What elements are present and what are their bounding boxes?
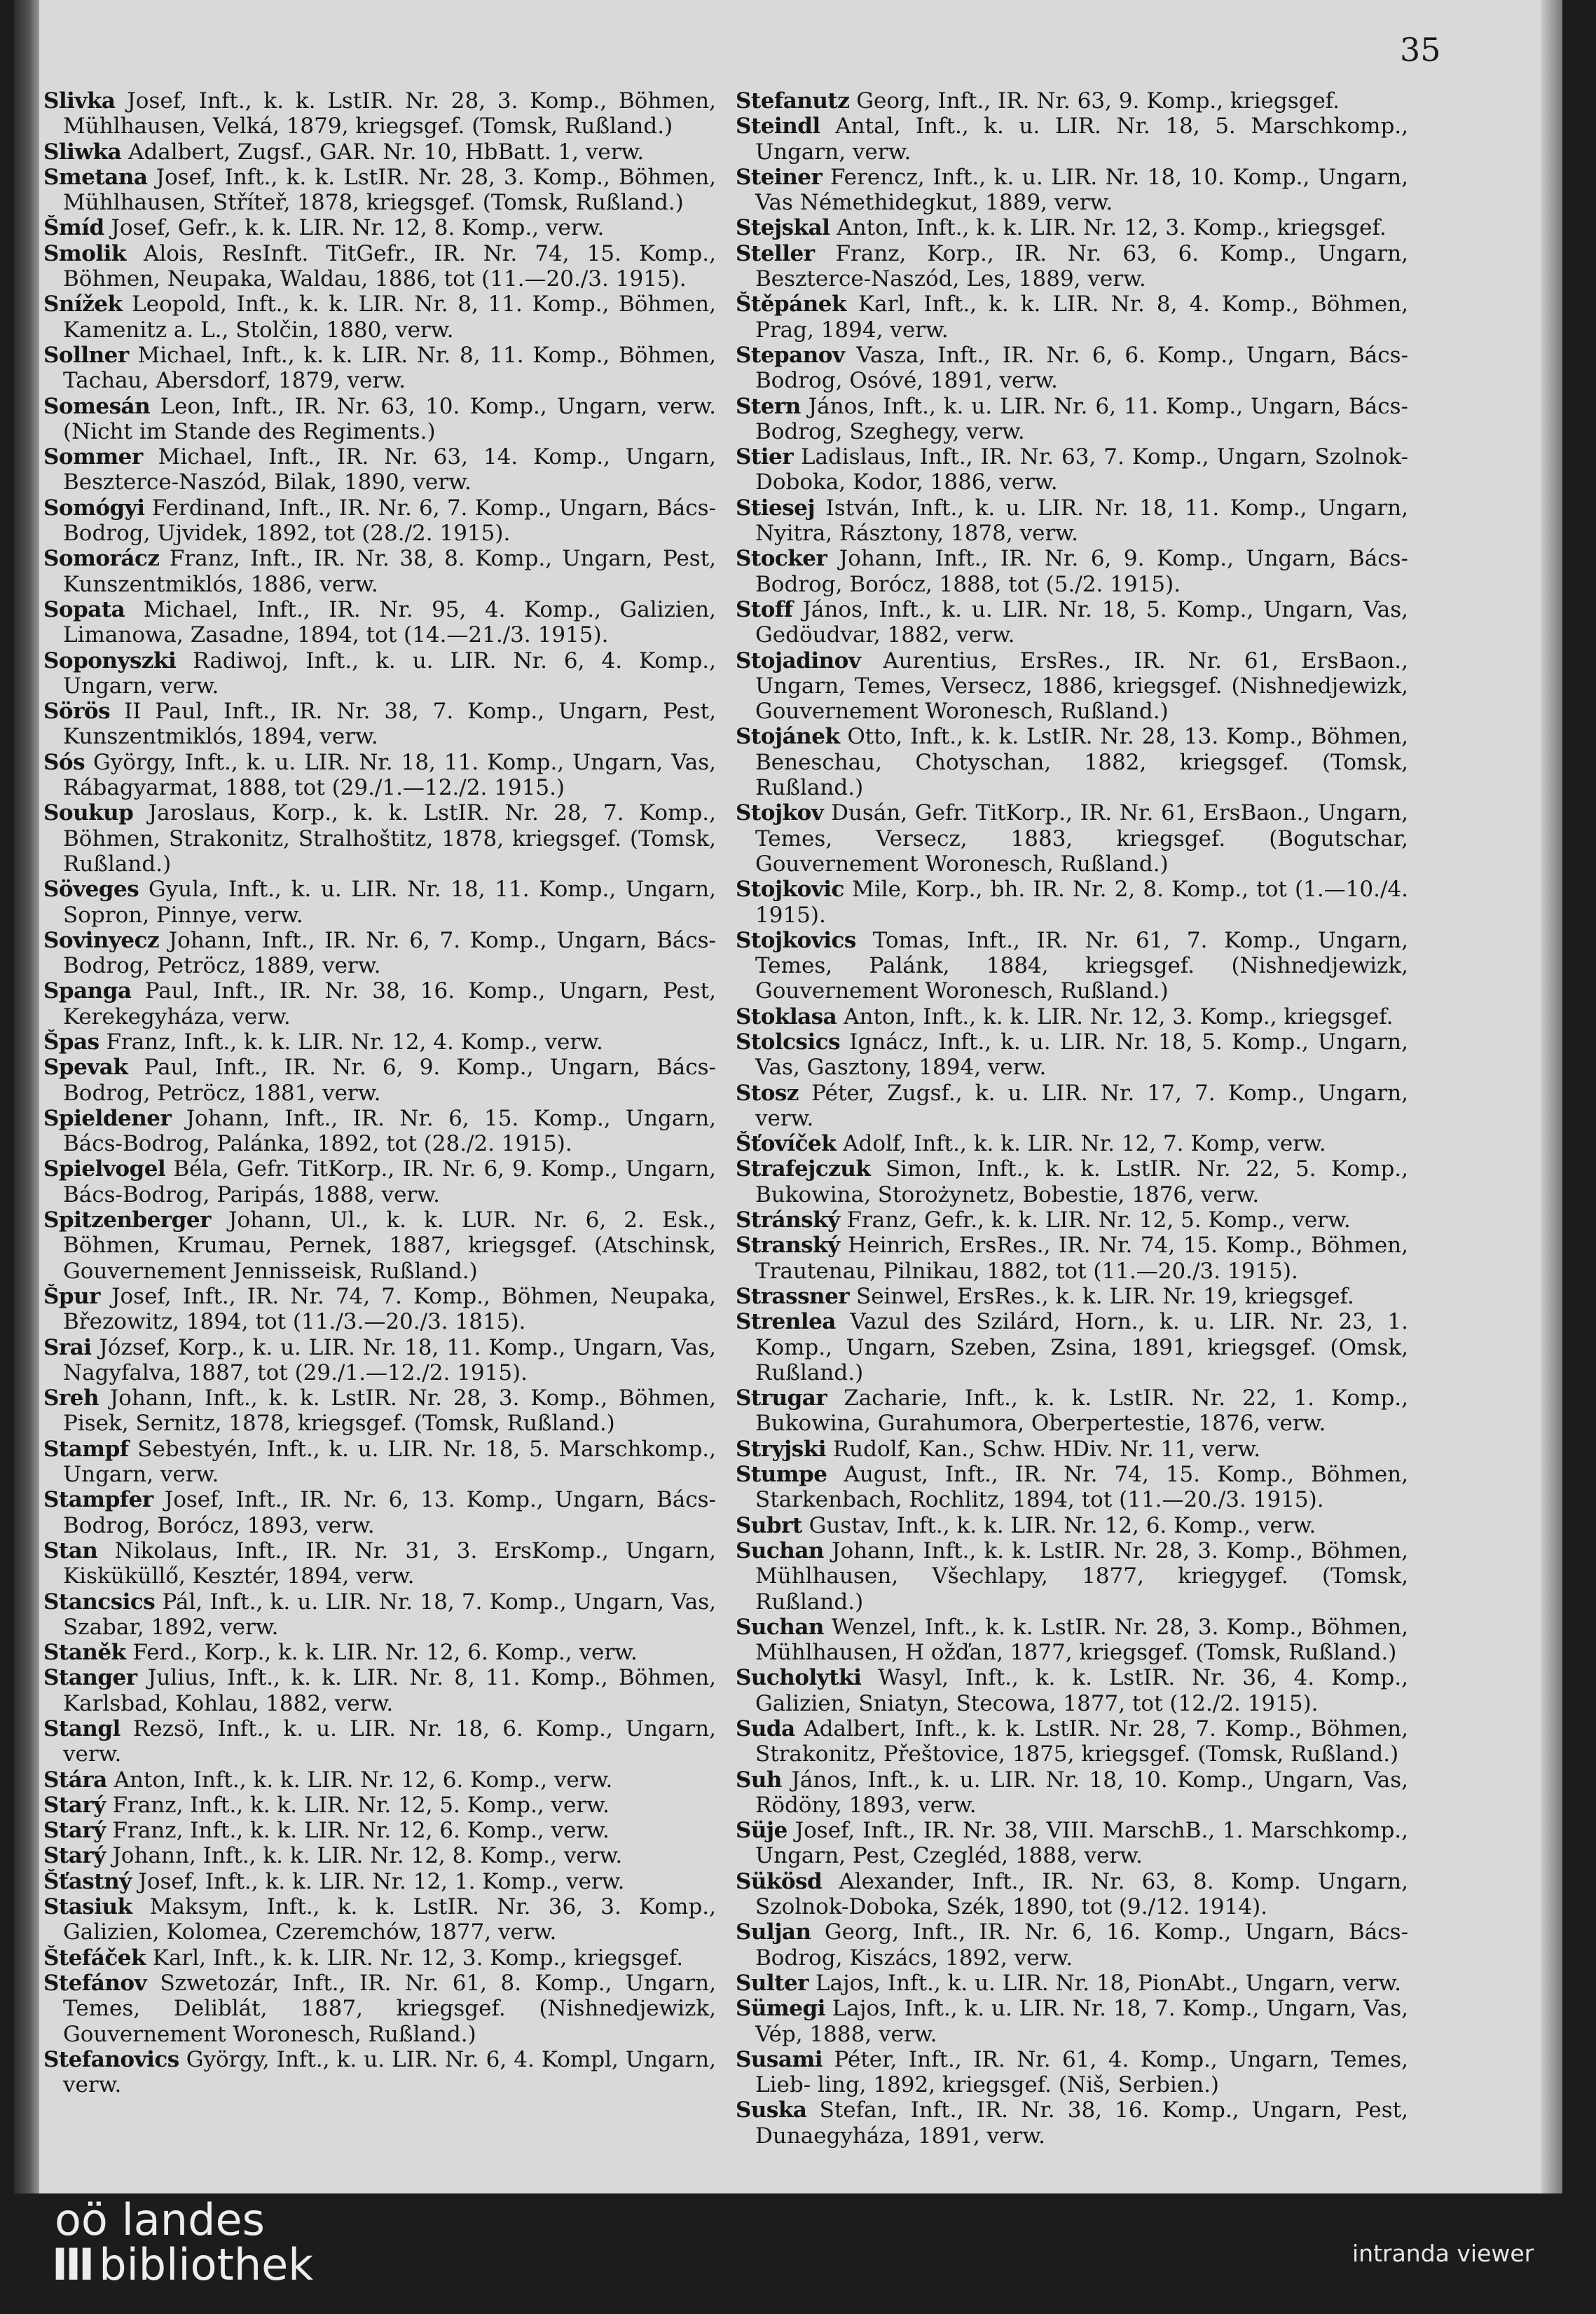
entry-details: Radiwoj, Inft., k. u. LIR. Nr. 6, 4. Komp., Ungarn, verw. — [63, 648, 716, 699]
entry-details: Rudolf, Kan., Schw. HDiv. Nr. 11, verw. — [825, 1436, 1261, 1462]
entry-surname: Stránský — [736, 1207, 840, 1233]
list-item — [736, 1029, 1408, 1081]
entry-details: August, Inft., IR. Nr. 74, 15. Komp., Böhmen, Starkenbach, Rochlitz, 1894, tot (11.—20./3. 1915). — [755, 1462, 1408, 1513]
list-item — [736, 1081, 1408, 1132]
list-item — [43, 1716, 716, 1767]
entry-details: Mile, Korp., bh. IR. Nr. 2, 8. Komp., tot (1.—10./4. 1915). — [755, 877, 1408, 928]
list-item — [43, 1437, 716, 1488]
entry-surname: Sucholytki — [736, 1665, 862, 1691]
list-item — [736, 1437, 1408, 1462]
entry-surname: Stryjski — [736, 1436, 826, 1462]
book-spine — [14, 0, 39, 2193]
entry-surname: Šťastný — [43, 1868, 132, 1894]
entry-surname: Stojadinov — [736, 648, 861, 673]
list-item — [736, 1919, 1408, 1971]
entry-details: János, Inft., k. u. LIR. Nr. 18, 10. Komp., Ungarn, Vas, Rödöny, 1893, verw. — [755, 1767, 1408, 1818]
list-item — [736, 88, 1408, 114]
list-item — [736, 165, 1408, 216]
entry-surname: Stojkovics — [736, 927, 856, 953]
list-item — [736, 394, 1408, 445]
entry-details: Pál, Inft., k. u. LIR. Nr. 18, 7. Komp., Ungarn, Vas, Szabar, 1892, verw. — [63, 1589, 716, 1640]
entry-details: Michael, Inft., IR. Nr. 95, 4. Komp., Galizien, Limanowa, Zasadne, 1894, tot (14.—21./3. 1915). — [63, 596, 716, 648]
entry-surname: Stolcsics — [736, 1029, 841, 1055]
entry-surname: Smolik — [43, 240, 126, 266]
entry-details: Péter, Zugsf., k. u. LIR. Nr. 17, 7. Komp., Ungarn, verw. — [755, 1080, 1408, 1131]
entry-details: Franz, Inft., IR. Nr. 38, 8. Komp., Ungarn, Pest, Kunszentmiklós, 1886, verw. — [63, 546, 716, 597]
list-item — [736, 114, 1408, 165]
list-item — [736, 1996, 1408, 2047]
list-item — [43, 2047, 716, 2098]
entry-details: Adolf, Inft., k. k. LIR. Nr. 12, 7. Komp, verw. — [836, 1131, 1326, 1157]
entry-details: Vasza, Inft., IR. Nr. 6, 6. Komp., Ungarn, Bács-Bodrog, Osóvé, 1891, verw. — [755, 342, 1408, 394]
list-item — [43, 215, 716, 240]
entry-details: Josef, Inft., k. k. LIR. Nr. 12, 1. Komp., verw. — [131, 1868, 625, 1894]
entry-details: György, Inft., k. u. LIR. Nr. 6, 4. Kompl, Ungarn, verw. — [63, 2046, 716, 2098]
list-item — [43, 292, 716, 343]
list-item — [736, 1818, 1408, 1869]
entry-surname: Sükösd — [736, 1868, 823, 1894]
entry-surname: Srai — [43, 1334, 92, 1360]
right-column — [736, 88, 1408, 2149]
list-item — [43, 928, 716, 979]
entry-details: János, Inft., k. u. LIR. Nr. 18, 5. Komp., Ungarn, Vas, Gedöudvar, 1882, verw. — [755, 596, 1408, 648]
list-item — [736, 877, 1408, 928]
entry-surname: Staněk — [43, 1640, 126, 1666]
list-item — [43, 139, 716, 165]
entry-surname: Susami — [736, 2046, 823, 2072]
entry-details: Wenzel, Inft., k. k. LstIR. Nr. 28, 3. Komp., Böhmen, Mühlhausen, H ožďan, 1877, kriegsgef. (Tomsk, Rußland.) — [755, 1614, 1408, 1666]
entry-surname: Šmíd — [43, 215, 104, 241]
entry-surname: Somorácz — [43, 546, 160, 572]
entry-surname: Stepanov — [736, 342, 845, 368]
page-number: 35 — [1400, 31, 1441, 69]
entry-details: István, Inft., k. u. LIR. Nr. 18, 11. Komp., Ungarn, Nyitra, Rásztony, 1878, verw. — [755, 495, 1408, 547]
entry-details: Anton, Inft., k. k. LIR. Nr. 12, 3. Komp., kriegsgef. — [830, 215, 1387, 241]
entry-surname: Steindl — [736, 114, 820, 139]
entry-details: Alexander, Inft., IR. Nr. 63, 8. Komp. Ungarn, Szolnok-Doboka, Szék, 1890, tot (9./12. 1914). — [755, 1868, 1408, 1920]
entry-surname: Sreh — [43, 1385, 99, 1411]
entry-details: Johann, Inft., IR. Nr. 6, 15. Komp., Ungarn, Bács-Bodrog, Palánka, 1892, tot (28./2. 1915). — [63, 1105, 716, 1157]
entry-surname: Suchan — [736, 1614, 824, 1640]
list-item — [43, 1971, 716, 2047]
list-item — [43, 394, 716, 445]
logo-line-2 — [52, 2239, 314, 2290]
list-item — [736, 1309, 1408, 1385]
entry-details: Adalbert, Inft., k. k. LstIR. Nr. 28, 7. Komp., Böhmen, Strakonitz, Přeštovice, 1875, kriegsgef. (Tomsk, Rußland.) — [755, 1716, 1408, 1767]
list-item — [43, 88, 716, 139]
entry-surname: Sliwka — [43, 139, 122, 165]
entry-details: Franz, Inft., k. k. LIR. Nr. 12, 4. Komp., verw. — [99, 1029, 603, 1055]
entry-surname: Somógyi — [43, 495, 145, 521]
entry-details: Ignácz, Inft., k. u. LIR. Nr. 18, 5. Komp., Ungarn, Vas, Gasztony, 1894, verw. — [755, 1029, 1408, 1081]
list-item — [43, 1640, 716, 1665]
entry-details: II Paul, Inft., IR. Nr. 38, 7. Komp., Ungarn, Pest, Kunszentmiklós, 1894, verw. — [63, 699, 716, 750]
entry-details: Rezsö, Inft., k. u. LIR. Nr. 18, 6. Komp., Ungarn, verw. — [63, 1716, 716, 1767]
list-item — [43, 1385, 716, 1437]
list-item — [43, 597, 716, 648]
list-item — [736, 1767, 1408, 1819]
entry-details: Béla, Gefr. TitKorp., IR. Nr. 6, 9. Komp., Ungarn, Bács-Bodrog, Paripás, 1888, verw. — [63, 1156, 716, 1207]
list-item — [43, 1207, 716, 1284]
entry-details: Josef, Inft., IR. Nr. 6, 13. Komp., Ungarn, Bács-Bodrog, Borócz, 1893, verw. — [63, 1487, 716, 1538]
entry-surname: Stasiuk — [43, 1894, 132, 1920]
list-item — [43, 241, 716, 292]
entry-surname: Spieldener — [43, 1105, 172, 1131]
entry-surname: Štěpánek — [736, 292, 846, 317]
logo-line-1: oö landes — [55, 2194, 265, 2245]
entry-details: Johann, Inft., IR. Nr. 6, 7. Komp., Ungarn, Bács-Bodrog, Petröcz, 1889, verw. — [63, 927, 716, 979]
logo-line-2-text: bibliothek — [99, 2239, 314, 2290]
entry-details: Vazul des Szilárd, Horn., k. u. LIR. Nr. 23, 1. Komp., Ungarn, Szeben, Zsina, 1891, kriegsgef. (Omsk, Rußland.) — [755, 1309, 1408, 1385]
entry-details: Georg, Inft., IR. Nr. 6, 16. Komp., Ungarn, Bács-Bodrog, Kiszács, 1892, verw. — [755, 1919, 1408, 1971]
entry-surname: Süje — [736, 1818, 787, 1844]
list-item — [43, 1156, 716, 1207]
entry-surname: Stoklasa — [736, 1004, 837, 1029]
list-item — [736, 1716, 1408, 1767]
entry-surname: Spanga — [43, 978, 132, 1004]
list-item — [43, 1665, 716, 1716]
entry-details: Nikolaus, Inft., IR. Nr. 31, 3. ErsKomp., Ungarn, Kisküküllő, Kesztér, 1894, verw. — [63, 1538, 716, 1589]
entry-details: Paul, Inft., IR. Nr. 6, 9. Komp., Ungarn, Bács-Bodrog, Petröcz, 1881, verw. — [63, 1055, 716, 1106]
entry-details: Lajos, Inft., k. u. LIR. Nr. 18, PionAbt., Ungarn, verw. — [809, 1970, 1401, 1996]
entry-surname: Sulter — [736, 1970, 809, 1996]
entry-surname: Strugar — [736, 1385, 827, 1411]
list-item — [736, 928, 1408, 1004]
entry-details: Ferdinand, Inft., IR. Nr. 6, 7. Komp., Ungarn, Bács-Bodrog, Ujvidek, 1892, tot (28./2. 1915). — [63, 495, 716, 547]
entry-surname: Spitzenberger — [43, 1207, 211, 1233]
logo-bars-icon: III — [52, 2239, 92, 2290]
entry-details: Péter, Inft., IR. Nr. 61, 4. Komp., Ungarn, Temes, Lieb- ling, 1892, kriegsgef. (Niš, Serbien.) — [755, 2046, 1408, 2098]
entry-details: Adalbert, Zugsf., GAR. Nr. 10, HbBatt. 1, verw. — [121, 139, 645, 165]
list-item — [43, 495, 716, 547]
entry-surname: Stampfer — [43, 1487, 153, 1513]
list-item — [736, 1284, 1408, 1309]
list-item — [736, 546, 1408, 597]
entry-surname: Sós — [43, 749, 85, 775]
list-item — [736, 1615, 1408, 1666]
entry-details: Franz, Inft., k. k. LIR. Nr. 12, 6. Komp., verw. — [105, 1818, 610, 1844]
list-item — [736, 1004, 1408, 1029]
entry-details: Michael, Inft., k. k. LIR. Nr. 8, 11. Komp., Böhmen, Tachau, Abersdorf, 1879, verw. — [63, 342, 716, 394]
entry-surname: Stojánek — [736, 724, 840, 750]
entry-surname: Štefáček — [43, 1945, 146, 1971]
list-item — [736, 1156, 1408, 1207]
list-item — [736, 1971, 1408, 1996]
entry-surname: Stumpe — [736, 1462, 827, 1488]
entry-details: Karl, Inft., k. k. LIR. Nr. 12, 3. Komp., kriegsgef. — [145, 1945, 684, 1971]
entry-surname: Stosz — [736, 1080, 799, 1106]
entry-details: Tomas, Inft., IR. Nr. 61, 7. Komp., Ungarn, Temes, Palánk, 1884, kriegsgef. (Nishnedjewizk, Gouvernement Woronesch, Rußland.) — [755, 927, 1408, 1004]
entry-surname: Snížek — [43, 292, 123, 317]
list-item — [43, 699, 716, 750]
entry-surname: Stocker — [736, 546, 827, 572]
entry-surname: Soukup — [43, 800, 134, 826]
entry-details: Antal, Inft., k. u. LIR. Nr. 18, 5. Marschkomp., Ungarn, verw. — [755, 114, 1408, 165]
entry-details: Otto, Inft., k. k. LstIR. Nr. 28, 13. Komp., Böhmen, Beneschau, Chotyschan, 1882, kriegsgef. (Tomsk, Rußland.) — [755, 724, 1408, 801]
entry-details: Anton, Inft., k. k. LIR. Nr. 12, 6. Komp., verw. — [106, 1767, 613, 1793]
entry-surname: Sovinyecz — [43, 927, 160, 953]
document-page — [14, 0, 1562, 2193]
entry-surname: Suh — [736, 1767, 782, 1793]
list-item — [43, 1589, 716, 1641]
list-item — [43, 1284, 716, 1335]
left-column — [43, 88, 716, 2097]
entry-surname: Stojkov — [736, 800, 824, 826]
entry-details: Leopold, Inft., k. k. LIR. Nr. 8, 11. Komp., Böhmen, Kamenitz a. L., Stolčin, 1880, verw. — [63, 292, 716, 343]
list-item — [43, 1538, 716, 1589]
entry-surname: Steller — [736, 240, 815, 266]
entry-surname: Stefanovics — [43, 2046, 179, 2072]
entry-surname: Stoff — [736, 596, 793, 622]
list-item — [736, 1207, 1408, 1233]
list-item — [736, 241, 1408, 292]
entry-surname: Stampf — [43, 1436, 129, 1462]
entry-surname: Spevak — [43, 1055, 128, 1081]
entry-details: Heinrich, ErsRes., IR. Nr. 74, 15. Komp., Böhmen, Trautenau, Pilnikau, 1882, tot (11.—20./3. 1915). — [755, 1233, 1408, 1284]
entry-details: Franz, Inft., k. k. LIR. Nr. 12, 5. Komp., verw. — [105, 1792, 610, 1818]
list-item — [736, 2047, 1408, 2098]
list-item — [736, 343, 1408, 394]
entry-details: Jaroslaus, Korp., k. k. LstIR. Nr. 28, 7. Komp., Böhmen, Strakonitz, Stralhoštitz, 1878, kriegsgef. (Tomsk, Rußland.) — [63, 800, 716, 877]
entry-surname: Stefánov — [43, 1970, 147, 1996]
entry-surname: Somesán — [43, 393, 151, 419]
entry-details: János, Inft., k. u. LIR. Nr. 6, 11. Komp., Ungarn, Bács-Bodrog, Szeghegy, verw. — [755, 393, 1408, 444]
entry-surname: Stefanutz — [736, 88, 850, 114]
entry-surname: Stiesej — [736, 495, 816, 521]
list-item — [736, 1233, 1408, 1284]
entry-details: Karl, Inft., k. k. LIR. Nr. 8, 4. Komp., Böhmen, Prag, 1894, verw. — [755, 292, 1408, 343]
entry-surname: Suljan — [736, 1919, 811, 1945]
entry-details: Szwetozár, Inft., IR. Nr. 61, 8. Komp., Ungarn, Temes, Deliblát, 1887, kriegsgef. (Nishnedjewizk, Gouvernement Woronesch, Rußland.) — [63, 1970, 716, 2047]
entry-details: Josef, Inft., k. k. LstIR. Nr. 28, 3. Komp., Böhmen, Mühlhausen, Stříteř, 1878, kriegsgef. (Tomsk, Rußland.) — [63, 164, 716, 216]
entry-surname: Stern — [736, 393, 801, 419]
entry-surname: Stancsics — [43, 1589, 156, 1615]
list-item — [736, 495, 1408, 547]
entry-details: Stefan, Inft., IR. Nr. 38, 16. Komp., Ungarn, Pest, Dunaegyháza, 1891, verw. — [755, 2097, 1408, 2149]
list-item — [43, 165, 716, 216]
viewer-label[interactable]: intranda viewer — [1352, 2240, 1534, 2267]
entry-details: Franz, Korp., IR. Nr. 63, 6. Komp., Ungarn, Beszterce-Naszód, Les, 1889, verw. — [755, 240, 1408, 292]
list-item — [736, 1538, 1408, 1615]
entry-surname: Sopata — [43, 596, 125, 622]
entry-details: Simon, Inft., k. k. LstIR. Nr. 22, 5. Komp., Bukowina, Storożynetz, Bobestie, 1876, verw. — [755, 1156, 1408, 1207]
entry-details: Seinwel, ErsRes., k. k. LIR. Nr. 19, kriegsgef. — [849, 1283, 1354, 1309]
entry-details: Gyula, Inft., k. u. LIR. Nr. 18, 11. Komp., Ungarn, Sopron, Pinnye, verw. — [63, 877, 716, 928]
entry-details: Ferd., Korp., k. k. LIR. Nr. 12, 6. Komp., verw. — [125, 1640, 638, 1666]
entry-details: Johann, Inft., IR. Nr. 6, 9. Komp., Ungarn, Bács-Bodrog, Borócz, 1888, tot (5./2. 1915). — [755, 546, 1408, 597]
list-item — [43, 343, 716, 394]
list-item — [736, 1385, 1408, 1437]
entry-details: Ladislaus, Inft., IR. Nr. 63, 7. Komp., Ungarn, Szolnok-Doboka, Kodor, 1886, verw. — [755, 444, 1408, 495]
entry-surname: Stranský — [736, 1233, 840, 1259]
list-item — [43, 546, 716, 597]
list-item — [43, 750, 716, 801]
list-item — [736, 1131, 1408, 1156]
entry-details: Josef, Inft., IR. Nr. 74, 7. Komp., Böhmen, Neupaka, Březowitz, 1894, tot (11./3.—20./3. 1815). — [63, 1283, 716, 1335]
entry-surname: Stejskal — [736, 215, 830, 241]
list-item — [736, 597, 1408, 648]
list-item — [43, 444, 716, 495]
entry-surname: Sollner — [43, 342, 129, 368]
list-item — [736, 1869, 1408, 1920]
list-item — [736, 800, 1408, 877]
entry-details: Michael, Inft., IR. Nr. 63, 14. Komp., Ungarn, Beszterce-Naszód, Bilak, 1890, verw. — [63, 444, 716, 495]
entry-details: György, Inft., k. u. LIR. Nr. 18, 11. Komp., Ungarn, Vas, Rábagyarmat, 1888, tot (29./1.—12./2. 1915.) — [63, 749, 716, 801]
entry-surname: Stier — [736, 444, 794, 470]
entry-details: Sebestyén, Inft., k. u. LIR. Nr. 18, 5. Marschkomp., Ungarn, verw. — [63, 1436, 716, 1488]
entry-details: Dusán, Gefr. TitKorp., IR. Nr. 61, ErsBaon., Ungarn, Temes, Versecz, 1883, kriegsgef. (Bogutschar, Gouvernement Woronesch, Rußland.) — [755, 800, 1408, 877]
entry-details: Aurentius, ErsRes., IR. Nr. 61, ErsBaon., Ungarn, Temes, Versecz, 1886, kriegsgef. (Nishnedjewizk, Gouvernement Woronesch, Rußland.) — [755, 648, 1408, 725]
list-item — [43, 1767, 716, 1793]
list-item — [736, 1513, 1408, 1538]
entry-details: Ferencz, Inft., k. u. LIR. Nr. 18, 10. Komp., Ungarn, Vas Némethidegkut, 1889, verw. — [755, 164, 1408, 216]
list-item — [43, 1945, 716, 1971]
entry-details: Leon, Inft., IR. Nr. 63, 10. Komp., Ungarn, verw. (Nicht im Stande des Regiments.) — [63, 393, 716, 444]
entry-details: Josef, Inft., k. k. LstIR. Nr. 28, 3. Komp., Böhmen, Mühlhausen, Velká, 1879, kriegsgef. (Tomsk, Rußland.) — [63, 88, 716, 139]
entry-details: Maksym, Inft., k. k. LstIR. Nr. 36, 3. Komp., Galizien, Kolomea, Czeremchów, 1877, verw. — [63, 1894, 716, 1945]
list-item — [43, 800, 716, 877]
entry-surname: Sümegi — [736, 1996, 825, 2022]
entry-details: Alois, ResInft. TitGefr., IR. Nr. 74, 15. Komp., Böhmen, Neupaka, Waldau, 1886, tot (11.—20./3. 1915). — [63, 240, 716, 292]
list-item — [43, 1487, 716, 1538]
entry-details: Georg, Inft., IR. Nr. 63, 9. Komp., kriegsgef. — [849, 88, 1340, 114]
list-item — [43, 1843, 716, 1868]
list-item — [736, 2097, 1408, 2149]
entry-details: Franz, Gefr., k. k. LIR. Nr. 12, 5. Komp., verw. — [839, 1207, 1351, 1233]
list-item — [43, 978, 716, 1029]
list-item — [736, 724, 1408, 800]
entry-details: Johann, Inft., k. k. LstIR. Nr. 28, 3. Komp., Böhmen, Pisek, Sernitz, 1878, kriegsgef. (Tomsk, Rußland.) — [63, 1385, 716, 1437]
entry-details: Lajos, Inft., k. u. LIR. Nr. 18, 7. Komp., Ungarn, Vas, Vép, 1888, verw. — [755, 1996, 1408, 2047]
list-item — [736, 215, 1408, 240]
entry-surname: Suska — [736, 2097, 807, 2123]
entry-surname: Starý — [43, 1818, 106, 1844]
library-logo[interactable] — [52, 2194, 314, 2290]
entry-surname: Soponyszki — [43, 648, 177, 673]
entry-details: Wasyl, Inft., k. k. LstIR. Nr. 36, 4. Komp., Galizien, Sniatyn, Stecowa, 1877, tot (12./2. 1915). — [755, 1665, 1408, 1716]
list-item — [43, 648, 716, 699]
list-item — [736, 648, 1408, 725]
entry-surname: Subrt — [736, 1512, 802, 1538]
entry-details: Johann, Inft., k. k. LstIR. Nr. 28, 3. Komp., Böhmen, Mühlhausen, Všechlapy, 1877, kriegygef. (Tomsk, Rußland.) — [755, 1538, 1408, 1615]
entry-surname: Steiner — [736, 164, 823, 190]
entry-surname: Suda — [736, 1716, 795, 1741]
entry-surname: Stára — [43, 1767, 107, 1793]
entry-surname: Starý — [43, 1792, 106, 1818]
entry-surname: Stan — [43, 1538, 98, 1563]
entry-details: Julius, Inft., k. k. LIR. Nr. 8, 11. Komp., Böhmen, Karlsbad, Kohlau, 1882, verw. — [63, 1665, 716, 1716]
entry-surname: Šťovíček — [736, 1131, 837, 1157]
list-item — [43, 1029, 716, 1055]
entry-details: Josef, Inft., IR. Nr. 38, VIII. MarschB., 1. Marschkomp., Ungarn, Pest, Czegléd, 1888, verw. — [755, 1818, 1408, 1869]
entry-surname: Stojkovic — [736, 877, 844, 903]
list-item — [43, 1335, 716, 1386]
list-item — [43, 1869, 716, 1894]
list-item — [43, 1055, 716, 1106]
list-item — [43, 1106, 716, 1157]
list-item — [736, 1665, 1408, 1716]
entry-details: Paul, Inft., IR. Nr. 38, 16. Komp., Ungarn, Pest, Kerekegyháza, verw. — [63, 978, 716, 1029]
entry-surname: Strenlea — [736, 1309, 836, 1335]
entry-surname: Smetana — [43, 164, 148, 190]
entry-surname: Špur — [43, 1283, 100, 1309]
entry-details: Johann, Ul., k. k. LUR. Nr. 6, 2. Esk., Böhmen, Krumau, Pernek, 1887, kriegsgef. (Atschinsk, Gouvernement Jennisseisk, Rußland.) — [63, 1207, 716, 1284]
entry-surname: Strafejczuk — [736, 1156, 871, 1182]
entry-surname: Slivka — [43, 88, 116, 114]
entry-details: Gustav, Inft., k. k. LIR. Nr. 12, 6. Komp., verw. — [802, 1512, 1316, 1538]
entry-surname: Starý — [43, 1843, 106, 1869]
list-item — [736, 444, 1408, 495]
list-item — [736, 292, 1408, 343]
page-edge — [1541, 0, 1562, 2193]
list-item — [43, 1793, 716, 1818]
list-item — [736, 1462, 1408, 1513]
entry-surname: Sörös — [43, 699, 111, 725]
entry-details: Zacharie, Inft., k. k. LstIR. Nr. 22, 1. Komp., Bukowina, Gurahumora, Oberpertestie, 1876, verw. — [755, 1385, 1408, 1437]
list-item — [43, 1894, 716, 1945]
entry-surname: Stanger — [43, 1665, 137, 1691]
entry-surname: Spielvogel — [43, 1156, 166, 1182]
entry-surname: Sommer — [43, 444, 143, 470]
entry-details: József, Korp., k. u. LIR. Nr. 18, 11. Komp., Ungarn, Vas, Nagyfalva, 1887, tot (29./1.—12./2. 1915). — [63, 1334, 716, 1385]
entry-surname: Suchan — [736, 1538, 824, 1563]
list-item — [43, 877, 716, 928]
entry-details: Anton, Inft., k. k. LIR. Nr. 12, 3. Komp., kriegsgef. — [837, 1004, 1394, 1029]
entry-details: Josef, Gefr., k. k. LIR. Nr. 12, 8. Komp., verw. — [104, 215, 605, 241]
list-item — [43, 1818, 716, 1843]
entry-surname: Stangl — [43, 1716, 121, 1741]
entry-surname: Söveges — [43, 877, 139, 903]
entry-surname: Strassner — [736, 1283, 850, 1309]
entry-surname: Špas — [43, 1029, 99, 1055]
entry-details: Johann, Inft., k. k. LIR. Nr. 12, 8. Komp., verw. — [105, 1843, 623, 1869]
